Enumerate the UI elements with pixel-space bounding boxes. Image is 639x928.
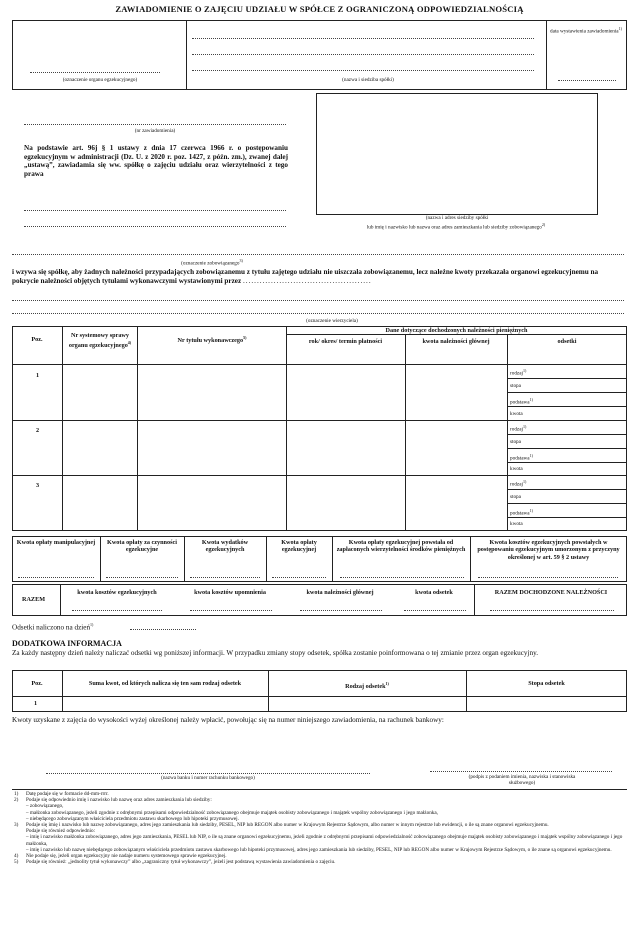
col-odsetki: odsetki — [557, 338, 577, 345]
row-2-kwota: kwota — [510, 466, 523, 472]
total-odsetek-label: kwota odsetek — [415, 589, 453, 596]
main-col-line-3 — [286, 326, 287, 531]
footnote-3-text: Podaje się imię i nazwisko lub nazwę zobowiązanego, adres jego zamieszkania lub siedziby, PESEL, NIP lub REGON albo numer w Krajowym Rejestrze Sądowym, albo numer w innym rejestrze lub ewidencji, o ile są znane organowi egzekucyjnemu. — [26, 822, 549, 829]
fee-czynnosci: Kwota opłaty za czynności egzekucyjne — [107, 539, 177, 554]
footnote-3c-text: – imię i nazwisko lub nazwę niebędącego zobowiązanym właściciela przedmiotu zastawu skarbowego lub hipoteki przymusowej, adres jego zamieszkania lub siedziby, PESEL, NIP lub REGON albo numer w Krajowym Rejestrze Sądowym, o ile znane są organowi egzekucyjnemu. — [26, 846, 612, 853]
fee-egzekucyjna: Kwota opłaty egzekucyjnej — [281, 539, 317, 554]
row-1-podstawa-sup: 1) — [529, 397, 533, 402]
col-nr-systemowy-sup: 4) — [127, 340, 132, 346]
creditor-field-2[interactable] — [12, 313, 624, 314]
fees-col-line-5 — [470, 536, 471, 582]
odsetki-date-field[interactable] — [130, 629, 196, 630]
odsetki-naliczono — [12, 621, 93, 632]
fees-col-line-3 — [266, 536, 267, 582]
obligor-field[interactable] — [12, 254, 624, 255]
creditor-field-1[interactable] — [12, 300, 624, 301]
row-2-sub-1 — [507, 434, 627, 435]
organ-label: (oznaczenie organu egzekucyjnego) — [62, 77, 138, 83]
company-address-label: (nazwa i adres siedziby spółki — [425, 215, 489, 221]
debtor-address-label-text: lub imię i nazwisko lub nazwa oraz adres zamieszkania lub siedziby zobowiązanego — [366, 224, 542, 231]
notice-number-label: (nr zawiadomienia) — [134, 128, 176, 134]
footnote-3 — [14, 822, 626, 828]
row-1-number: 1 — [36, 372, 40, 379]
footnote-2-num: 2) — [14, 797, 19, 804]
row-1-stopa: stopa — [510, 383, 521, 389]
bank-label: (nazwa banku i numer rachunku bankowego) — [161, 775, 255, 781]
signature-label: (podpis z podaniem imienia, nazwiska i stanowiska służbowego) — [468, 774, 576, 787]
total-koszty-field[interactable] — [72, 610, 162, 611]
company-field-3[interactable] — [192, 70, 534, 71]
footnote-4-text: Nie podaje się, jeżeli organ egzekucyjny nie nadaje numeru systemowego sprawie egzekucyjnej. — [26, 853, 227, 860]
row-3-podstawa-text: podstawa — [510, 510, 530, 517]
additional-table — [12, 670, 627, 712]
add-col-suma: Suma kwot, od których nalicza się ten sam rodzaj odsetek — [88, 680, 242, 687]
fee-field-2[interactable] — [106, 577, 178, 578]
fee-field-5[interactable] — [340, 577, 464, 578]
col-nr-tytulu-sup: 5) — [243, 335, 247, 340]
main-header-line — [12, 364, 627, 365]
row-2-rodzaj-text: rodzaj — [510, 426, 523, 433]
notice-number-field[interactable] — [24, 124, 286, 125]
row-2-podstawa — [510, 453, 533, 462]
footnote-4-num: 4) — [14, 853, 19, 860]
blank-line-1[interactable] — [24, 210, 286, 211]
company-address-box[interactable] — [316, 93, 598, 215]
row-1-sub-3 — [507, 406, 627, 407]
group-header: Dane dotyczące dochodzonych należności pieniężnych — [385, 327, 528, 334]
fee-field-3[interactable] — [190, 577, 260, 578]
payment-text: Kwoty uzyskane z zajęcia do wysokości wyżej określonej należy wpłacić, powołując się na numer niniejszego zawiadomienia, na rachunek bankowy: — [12, 716, 444, 724]
date-label-text: data wystawienia zawiadomienia — [550, 28, 619, 35]
dodatkowa-text: Za każdy następny dzień należy naliczać odsetki wg poniższej informacji. W przypadku zmiany stopy odsetek, spółka zostanie poinformowana o tej zmianie przez organ egzekucyjny. — [12, 649, 539, 657]
total-odsetek-field[interactable] — [404, 610, 466, 611]
blank-line-2[interactable] — [24, 226, 286, 227]
date-label — [550, 26, 622, 35]
add-col-poz: Poz. — [31, 680, 43, 687]
request-text-content: i wzywa się spółkę, aby żadnych należności przypadających zobowiązanemu z tytułu zajętego udziału nie uiszczała zobowiązanemu, lecz należne kwoty przekazała organowi egzekucyjnemu na pokrycie należności objętych tytułami wykonawczymi wystawionymi przez — [12, 268, 599, 285]
signature-field[interactable] — [430, 771, 612, 772]
obligor-sup: 3) — [239, 258, 243, 263]
obligor-label — [12, 258, 412, 267]
row-3-sub-3 — [507, 517, 627, 518]
add-col-stopa: Stopa odsetek — [528, 680, 565, 687]
fee-manipulacyjna: Kwota opłaty manipulacyjnej — [16, 539, 96, 546]
add-col-rodzaj-text: Rodzaj odsetek — [345, 683, 386, 691]
receivables-table — [12, 326, 627, 531]
document-title-text: ZAWIADOMIENIE O ZAJĘCIU UDZIAŁU W SPÓŁCE Z OGRANICZONĄ ODPOWIEDZIALNOŚCIĄ — [115, 4, 524, 14]
creditor-label: (oznaczenie wierzyciela) — [306, 318, 358, 324]
main-row-line-2 — [12, 475, 627, 476]
row-3-kwota: kwota — [510, 521, 523, 527]
add-header-line — [12, 696, 627, 697]
col-nr-systemowy-text: Nr systemowy sprawy organu egzekucyjnego — [68, 332, 129, 350]
footnote-3b — [14, 834, 626, 846]
header-divider-2 — [546, 20, 547, 90]
fee-umorzone: Kwota kosztów egzekucyjnych powstałych w postępowaniu egzekucyjnym umorzonym z przyczyny określonej w art. 59 § 2 ustawy — [477, 539, 620, 561]
row-3-stopa: stopa — [510, 494, 521, 500]
request-text — [12, 268, 624, 285]
date-sup: 1) — [618, 26, 622, 31]
company-field-2[interactable] — [192, 54, 534, 55]
add-row-number: 1 — [34, 700, 38, 707]
fee-field-4[interactable] — [272, 577, 326, 578]
debtor-sup: 2) — [541, 222, 546, 227]
fees-col-line-2 — [184, 536, 185, 582]
odsetki-sup: 1) — [90, 622, 94, 627]
total-glowna-label: kwota należności głównej — [306, 589, 374, 596]
row-3-sub-2 — [507, 503, 627, 504]
row-1-rodzaj-sup: 1) — [522, 368, 527, 373]
fees-col-line-4 — [332, 536, 333, 582]
footnote-3b-text: – imię i nazwisko małżonka zobowiązanego, adres jego zamieszkania, PESEL lub NIP, o ile są znane organowi egzekucyjnemu, jeżeli zgodnie z odrębnymi przepisami odpowiedzialność zobowiązanego obejmuje majątek osobisty zobowiązanego i majątek wspólny zobowiązanego i jego małżonka, — [26, 834, 623, 847]
footnotes-separator — [12, 789, 627, 790]
add-col-line-3 — [466, 670, 467, 712]
dodatkowa-heading: DODATKOWA INFORMACJA — [12, 639, 122, 648]
row-2-rodzaj-sup: 1) — [522, 424, 527, 429]
date-field[interactable] — [558, 80, 616, 81]
row-3-sub-1 — [507, 489, 627, 490]
col-kwota: kwota należności głównej — [422, 338, 490, 345]
row-2-rodzaj — [510, 424, 526, 433]
row-1-podstawa-text: podstawa — [510, 399, 530, 406]
col-nr-systemowy — [64, 332, 136, 350]
footnote-3a-text: Podaje się również odpowiednio: — [26, 828, 96, 835]
debtor-address-label — [306, 222, 606, 231]
company-label: (nazwa i siedziba spółki) — [342, 77, 394, 83]
row-1-sub-1 — [507, 378, 627, 379]
col-nr-tytulu — [138, 334, 286, 344]
total-upomnienia-label: kwota kosztów upomnienia — [194, 589, 266, 596]
footnote-2-text: Podaje się odpowiednio imię i nazwisko lub nazwę oraz adres zamieszkania lub siedziby: — [26, 797, 212, 804]
footnote-3b-num — [14, 834, 26, 846]
creditor-inline-dots[interactable]: .............................................. — [242, 276, 372, 285]
footnote-1-num: 1) — [14, 791, 19, 797]
document-title — [0, 4, 639, 14]
fees-col-line-1 — [100, 536, 101, 582]
total-upomnienia-field[interactable] — [190, 610, 272, 611]
obligor-label-text: (oznaczenie zobowiązanego — [181, 260, 240, 267]
row-1-rodzaj-text: rodzaj — [510, 370, 523, 377]
col-poz: Poz. — [31, 336, 43, 343]
fee-field-1[interactable] — [18, 577, 94, 578]
totals-line-1 — [60, 584, 61, 616]
main-row-line-1 — [12, 420, 627, 421]
fee-od-zaplaconych: Kwota opłaty egzekucyjnej powstała od zapłaconych wierzytelności środków pieniężnych — [336, 539, 466, 554]
row-3-rodzaj-text: rodzaj — [510, 481, 523, 488]
main-col-line-2 — [137, 326, 138, 531]
row-2-sub-3 — [507, 462, 627, 463]
row-3-rodzaj-sup: 1) — [522, 479, 527, 484]
footnote-5-num: 5) — [14, 859, 19, 866]
col-rok: rok/ okres/ termin płatności — [308, 338, 383, 345]
organ-field[interactable] — [30, 72, 160, 73]
razem-label: RAZEM — [22, 596, 46, 603]
total-koszty-label: kwota kosztów egzekucyjnych — [77, 589, 157, 596]
add-col-rodzaj — [268, 680, 466, 690]
fee-field-6[interactable] — [478, 577, 618, 578]
totals-line-2 — [474, 584, 475, 616]
row-1-sub-2 — [507, 392, 627, 393]
footnote-1-text: Datę podaje się w formacie dd-mm-rrrr. — [26, 791, 109, 797]
row-3-rodzaj — [510, 479, 526, 488]
row-1-kwota: kwota — [510, 411, 523, 417]
footnote-2a-text: – zobowiązanego, — [26, 803, 64, 810]
footnotes — [14, 791, 626, 865]
row-1-rodzaj — [510, 368, 526, 377]
footnote-3-num: 3) — [14, 822, 19, 829]
row-2-podstawa-sup: 1) — [529, 453, 533, 458]
footnote-5 — [14, 859, 626, 865]
row-3-podstawa — [510, 508, 533, 517]
footnote-2b-text: – małżonka zobowiązanego, jeżeli zgodnie z odrębnymi przepisami odpowiedzialność zobowiązanego obejmuje majątek osobisty zobowiązanego i majątek wspólny zobowiązanego i jego małżonka, — [26, 809, 438, 816]
main-col-line-1 — [62, 326, 63, 531]
row-3-number: 3 — [36, 482, 40, 489]
company-field-1[interactable] — [192, 38, 534, 39]
footnote-2c-text: – niebędącego zobowiązanym właściciela przedmiotu zastawu skarbowego lub hipoteki przymusowej. — [26, 815, 239, 822]
row-1-podstawa — [510, 397, 533, 406]
odsetki-naliczono-text: Odsetki naliczono na dzień — [12, 623, 91, 632]
footnote-5-text: Podaje się również: „jednolity tytuł wykonawczy” albo „zagraniczny tytuł wykonawczy”, jeżeli jest podstawą wystawienia zawiadomienia o zajęciu. — [26, 859, 336, 866]
col-nr-tytulu-text: Nr tytułu wykonawczego — [177, 337, 244, 345]
row-3-podstawa-sup: 1) — [529, 508, 533, 513]
header-divider-1 — [186, 20, 187, 90]
fee-wydatki: Kwota wydatków egzekucyjnych — [201, 539, 249, 554]
row-2-stopa: stopa — [510, 439, 521, 445]
bank-field[interactable] — [46, 773, 370, 774]
legal-basis-text: Na podstawie art. 96j § 1 ustawy z dnia 17 czerwca 1966 r. o postępowaniu egzekucyjnym w administracji (Dz. U. z 2020 r. poz. 1427, z późn. zm.), zwanej dalej „ustawą”, zawiadamia się ww. spółkę o zajęciu udziału oraz wierzytelności z tego prawa — [24, 144, 288, 178]
total-dochodzone-field[interactable] — [490, 610, 614, 611]
add-col-line-1 — [62, 670, 63, 712]
add-col-rodzaj-sup: 1) — [385, 681, 389, 686]
row-2-podstawa-text: podstawa — [510, 455, 530, 462]
row-2-sub-2 — [507, 448, 627, 449]
add-col-line-2 — [268, 670, 269, 712]
total-glowna-field[interactable] — [300, 610, 382, 611]
total-dochodzone-label: RAZEM DOCHODZONE NALEŻNOŚCI — [494, 589, 608, 596]
row-2-number: 2 — [36, 427, 40, 434]
